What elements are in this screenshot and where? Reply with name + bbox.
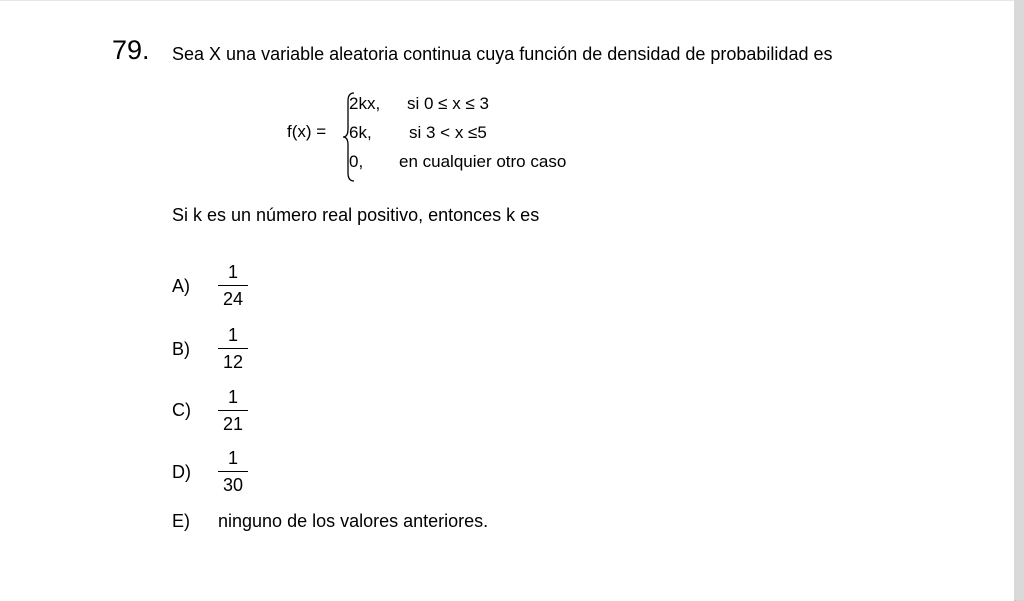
option-a-denominator: 24 [222,289,244,309]
fraction-bar [218,410,248,411]
option-e-label: E) [172,511,190,531]
question-number: 79. [112,35,150,65]
question-stem: Sea X una variable aleatoria continua cuya función de densidad de probabilidad es [172,44,833,64]
option-b-numerator: 1 [227,325,238,345]
question-prompt: Si k es un número real positivo, entonces k es [172,205,540,225]
viewer-scrollbar-track[interactable] [1014,0,1024,600]
piecewise-function [287,91,627,183]
case-2-expression: 6k, [349,123,372,142]
option-e-text: ninguno de los valores anteriores. [218,511,489,531]
option-b-denominator: 12 [222,352,244,372]
fraction-bar [218,471,248,472]
option-b-fraction [218,324,248,373]
function-lhs: f(x) = [287,122,327,141]
case-3-condition: en cualquier otro caso [399,152,567,171]
case-1-condition: si 0 ≤ x ≤ 3 [407,94,489,113]
case-3-expression: 0, [349,152,364,171]
option-d-denominator: 30 [222,475,244,495]
case-2-condition: si 3 < x ≤5 [409,123,487,142]
option-c-numerator: 1 [227,387,238,407]
option-d-label: D) [172,462,191,482]
option-a-fraction [218,261,248,310]
option-a-numerator: 1 [227,262,238,282]
fraction-bar [218,285,248,286]
case-1-expression: 2kx, [349,94,381,113]
option-c-label: C) [172,400,191,420]
option-b-label: B) [172,339,190,359]
fraction-bar [218,348,248,349]
option-d-numerator: 1 [227,448,238,468]
option-c-denominator: 21 [222,414,244,434]
option-c-fraction [218,386,248,435]
option-d-fraction [218,447,248,496]
option-a-label: A) [172,276,190,296]
